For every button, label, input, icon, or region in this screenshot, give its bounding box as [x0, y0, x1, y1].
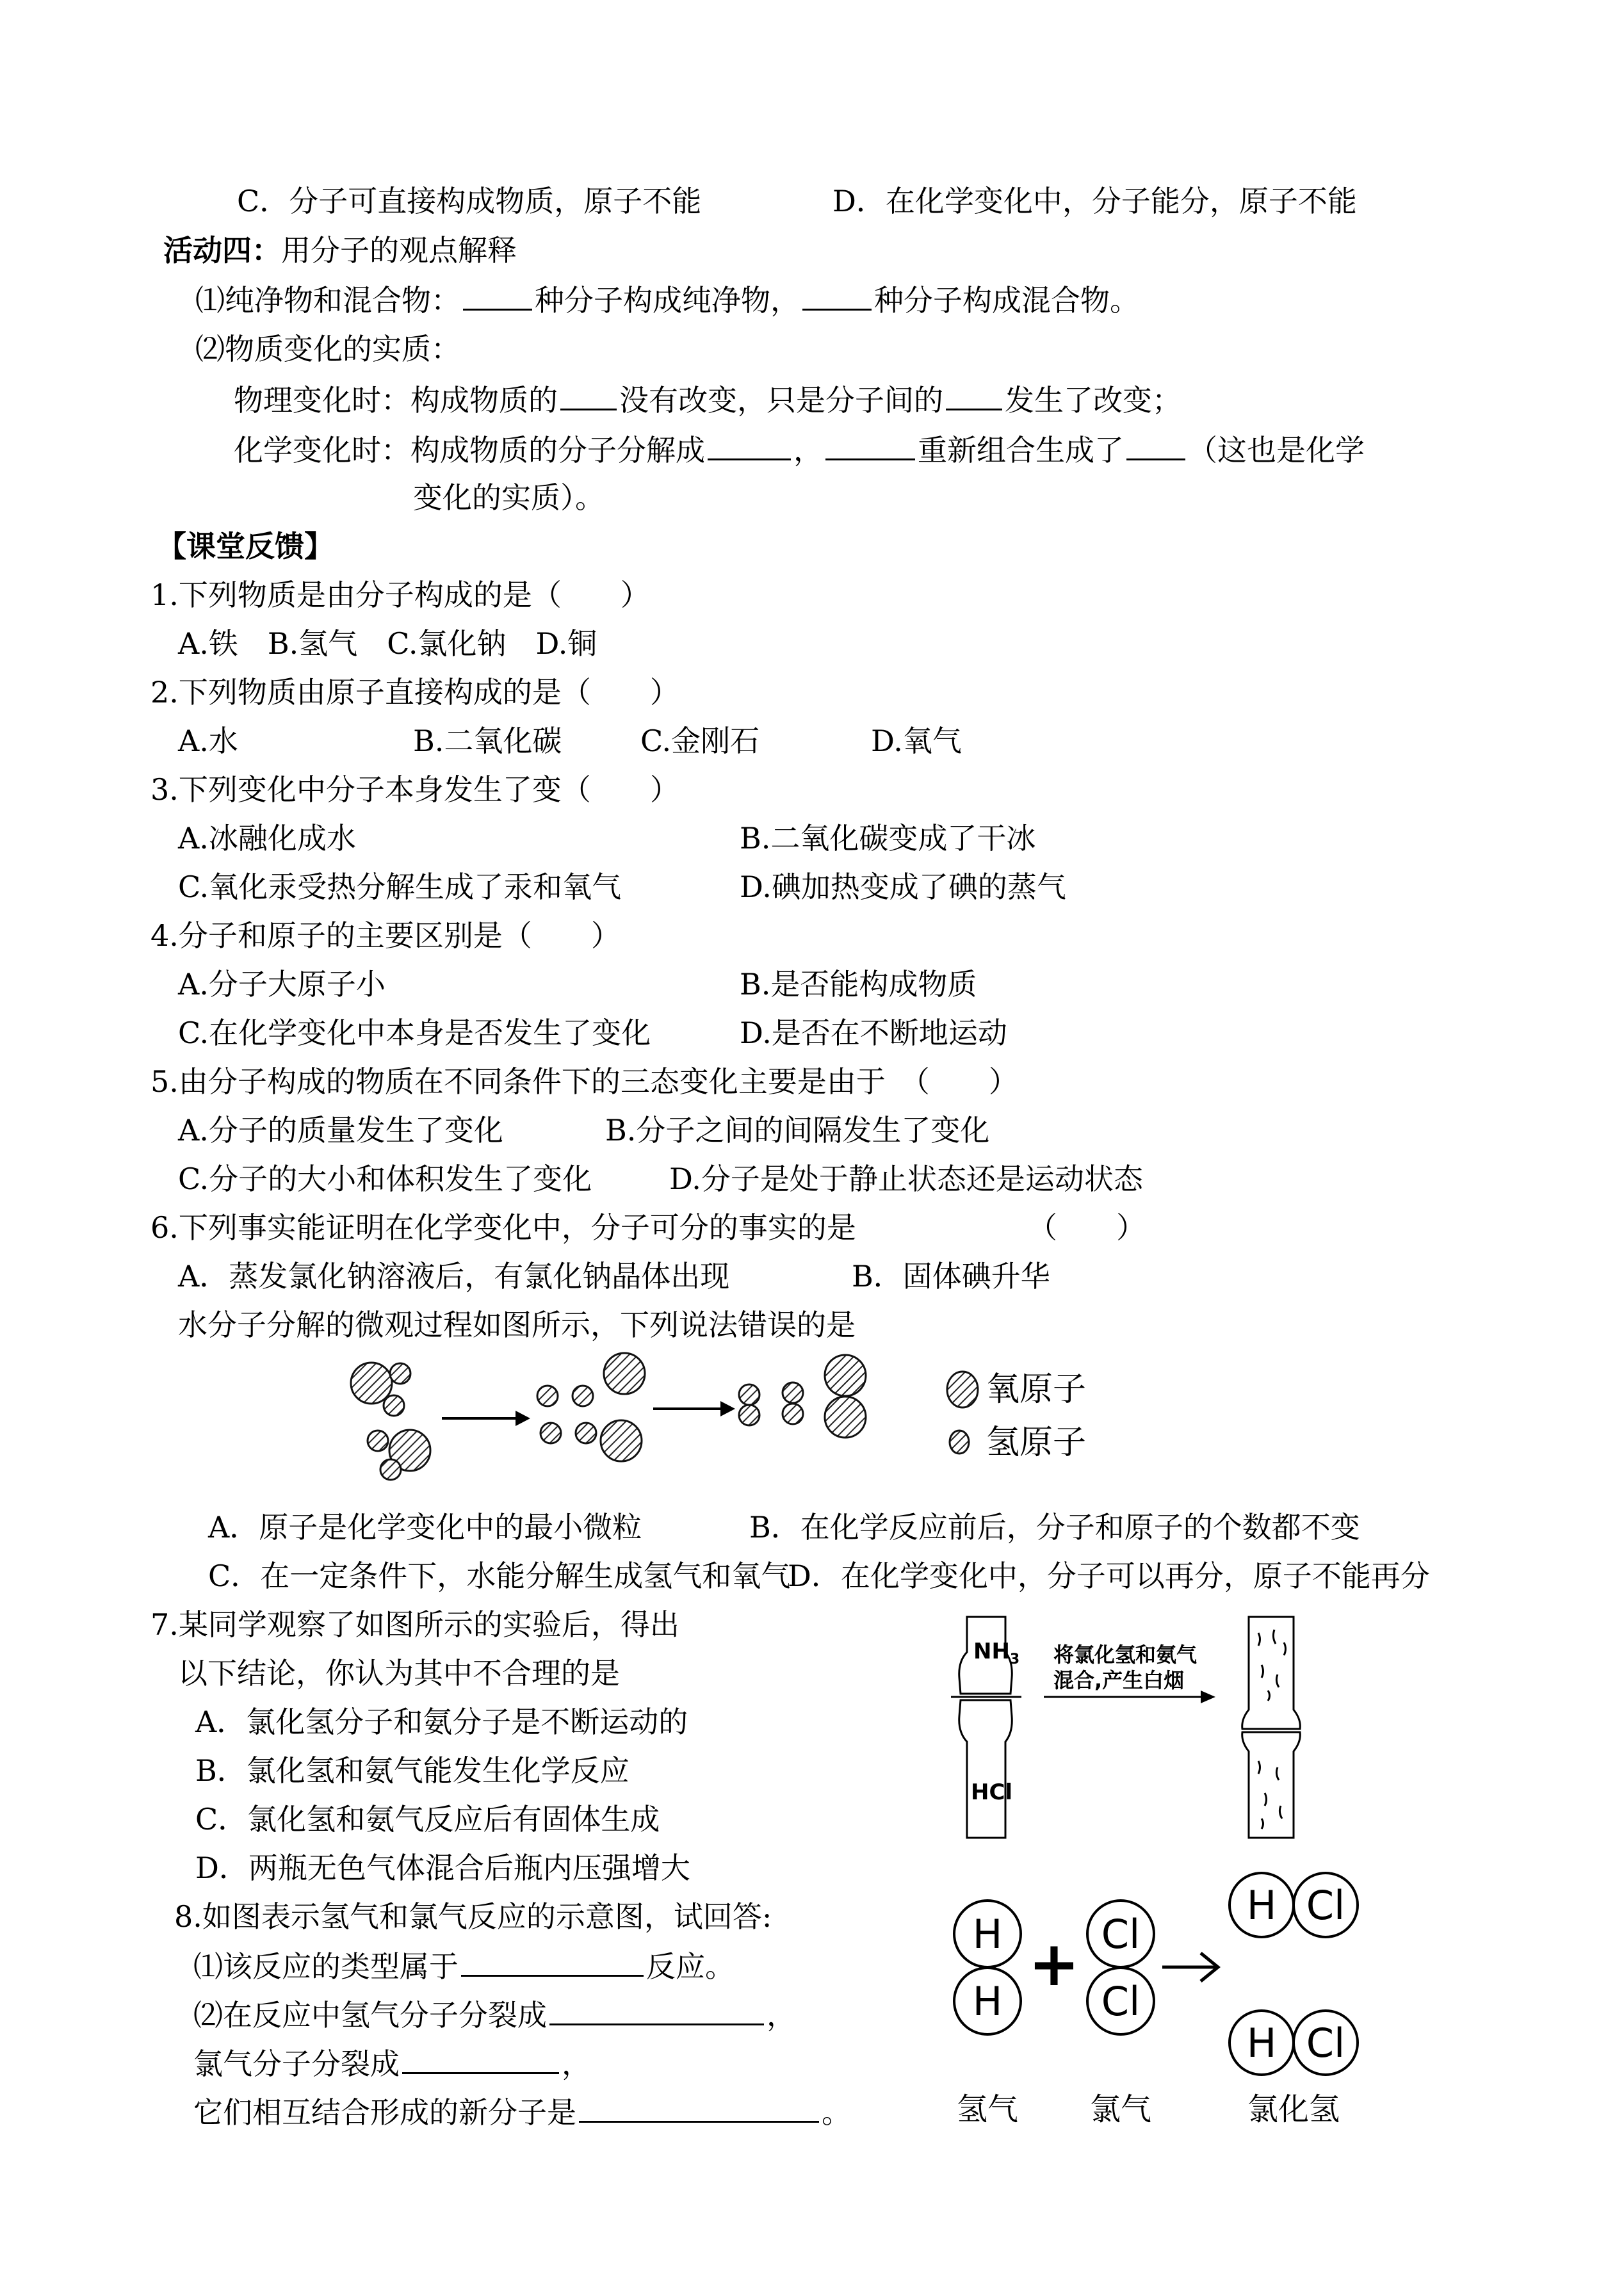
arrow-caption-line2: 混合,产生白烟 [1053, 1668, 1185, 1692]
q7-option-a[interactable]: A．氯化氢分子和氨分子是不断运动的 [195, 1705, 688, 1739]
q8-part3-text: 氯气分子分裂成 [193, 2047, 400, 2081]
nh3-label: $NH_3$ [973, 1639, 1020, 1667]
chemical-change-line [234, 430, 1365, 469]
q6-choice-d[interactable]: D．在化学变化中，分子可以再分，原子不能再分 [788, 1559, 1430, 1593]
hydrogen-atom [783, 1404, 803, 1424]
q1-options: A.铁 B.氢气 C.氯化钠 D.铜 [178, 626, 597, 661]
q5-option-d[interactable]: D.分子是处于静止状态还是运动状态 [669, 1162, 1143, 1196]
q8-part4-end: 。 [822, 2095, 851, 2130]
cl-atom-label: Cl [1101, 1911, 1141, 1958]
blank-new-molecule[interactable] [579, 2093, 819, 2123]
chem-text-c: 重新组合生成了 [918, 433, 1124, 467]
q3-option-d[interactable]: D.碘加热变成了碘的蒸气 [740, 870, 1066, 904]
q8-part4-text: 它们相互结合形成的新分子是 [193, 2095, 576, 2130]
cl-atom-label: Cl [1101, 1978, 1141, 2025]
legend-oxygen-label: 氧原子 [986, 1370, 1087, 1409]
blank-pure[interactable] [463, 280, 532, 311]
q8-part2-text: ⑵在反应中氢气分子分裂成 [193, 1998, 547, 2032]
hydrogen-atom [739, 1405, 759, 1425]
gas-mixing-experiment-figure [941, 1614, 1351, 1851]
q2-option-d[interactable]: D.氧气 [871, 724, 962, 758]
hydrogen-atom [368, 1431, 388, 1451]
blank-h2-splits[interactable] [549, 1995, 764, 2025]
label-hydrogen: 氢气 [956, 2091, 1019, 2127]
q4-option-b[interactable]: B.是否能构成物质 [740, 967, 977, 1002]
phys-text-b: 没有改变，只是分子间的 [619, 383, 943, 418]
right-bottles [1242, 1617, 1301, 1838]
hydrogen-atom [572, 1386, 593, 1406]
label-chlorine: 氯气 [1089, 2091, 1152, 2127]
q3-option-b[interactable]: B.二氧化碳变成了干冰 [740, 821, 1036, 856]
hcl-cl-label: Cl [1306, 2020, 1345, 2066]
q2-stem: 2.下列物质由原子直接构成的是（ ） [150, 675, 679, 710]
blank-chem-2[interactable] [825, 430, 915, 460]
q8-part1-end: 反应。 [646, 1949, 735, 1984]
blank-cl2-splits[interactable] [402, 2044, 559, 2074]
activity4-title-rest: 用分子的观点解释 [281, 233, 517, 268]
plus-sign: + [1028, 1928, 1080, 2000]
arrow-caption-line1: 将氯化氢和氨气 [1053, 1642, 1198, 1667]
legend-oxygen-swatch [947, 1372, 978, 1407]
q8-part2-end: ， [767, 1998, 796, 2032]
water-molecules-stage [351, 1363, 430, 1480]
q6-option-a[interactable]: A．蒸发氯化钠溶液后，有氯化钠晶体出现 [178, 1259, 730, 1293]
legend-hydrogen-swatch [950, 1431, 969, 1454]
oxygen-atom [601, 1420, 642, 1461]
q8-stem: 8.如图表示氢气和氯气反应的示意图，试回答: [174, 1899, 772, 1934]
q4-stem: 4.分子和原子的主要区别是（ ） [150, 918, 621, 953]
arrow-2 [653, 1401, 735, 1416]
product-molecules-stage [739, 1355, 866, 1438]
q4-option-c[interactable]: C.在化学变化中本身是否发生了变化 [178, 1016, 651, 1050]
q3-option-a[interactable]: A.冰融化成水 [178, 821, 356, 856]
figure-legend [947, 1370, 1086, 1462]
legend-hydrogen-label: 氢原子 [986, 1423, 1087, 1462]
item1-label: ⑴纯净物和混合物： [195, 283, 460, 318]
oxygen-atom [825, 1397, 866, 1438]
q8-part3 [193, 2044, 591, 2082]
q8-part1-text: ⑴该反应的类型属于 [193, 1949, 459, 1984]
hydrogen-atom [576, 1423, 596, 1443]
h-atom-label: H [972, 1978, 1003, 2025]
reaction-arrow [1162, 1953, 1218, 1981]
q8-part2 [193, 1995, 796, 2034]
phys-text-a: 物理变化时：构成物质的 [234, 383, 558, 418]
q6-choice-c[interactable]: C．在一定条件下，水能分解生成氢气和氧气 [208, 1559, 791, 1593]
blank-phys-1[interactable] [560, 380, 617, 410]
activity4-item1 [195, 280, 1139, 319]
q7-option-d[interactable]: D．两瓶无色气体混合后瓶内压强增大 [195, 1851, 690, 1885]
hydrogen-atom [540, 1423, 561, 1443]
q5-option-b[interactable]: B.分子之间的间隔发生了变化 [605, 1113, 990, 1148]
q1-stem: 1.下列物质是由分子构成的是（ ） [150, 578, 650, 612]
separated-atoms-stage [537, 1353, 645, 1461]
q6-answer-paren: （ ） [1028, 1210, 1146, 1245]
feedback-title: 【课堂反馈】 [157, 529, 334, 564]
hcl-label: HCl [971, 1780, 1013, 1805]
q6-option-b[interactable]: B．固体碘升华 [852, 1259, 1050, 1293]
hydrogen-atom [537, 1386, 558, 1406]
option-c-previous: C．分子可直接构成物质，原子不能 [237, 184, 702, 218]
hydrogen-atom [783, 1383, 803, 1403]
blank-mixture[interactable] [802, 280, 872, 311]
q2-option-c[interactable]: C.金刚石 [640, 724, 760, 758]
q5-stem: 5.由分子构成的物质在不同条件下的三态变化主要是由于 （ ） [150, 1064, 1018, 1099]
q6-stem: 6.下列事实能证明在化学变化中，分子可分的事实的是 [150, 1210, 856, 1245]
q4-option-d[interactable]: D.是否在不断地运动 [740, 1016, 1007, 1050]
hydrogen-atom [739, 1384, 759, 1405]
activity4-item2: ⑵物质变化的实质： [195, 332, 460, 366]
q2-option-b[interactable]: B.二氧化碳 [413, 724, 562, 758]
arrow-1 [442, 1411, 530, 1426]
chemical-change-line2: 变化的实质）。 [413, 480, 605, 515]
q7-option-c[interactable]: C．氯化氢和氨气反应后有固体生成 [195, 1802, 660, 1837]
hydrogen-atom [390, 1363, 410, 1384]
hcl-cl-label: Cl [1306, 1882, 1345, 1929]
h-atom-label: H [972, 1911, 1003, 1958]
hcl-bottle [959, 1700, 1012, 1838]
activity4-heading [163, 232, 517, 269]
physical-change-line [234, 380, 1181, 419]
blank-reaction-type[interactable] [461, 1947, 644, 1977]
item1-text-c: 种分子构成混合物。 [874, 283, 1139, 318]
chem-text-b: ， [793, 433, 823, 467]
phys-text-c: 发生了改变； [1005, 383, 1181, 418]
blank-chem-1[interactable] [708, 430, 791, 460]
hcl-h-label: H [1246, 2020, 1277, 2066]
blank-chem-3[interactable] [1126, 430, 1185, 460]
oxygen-atom [604, 1353, 645, 1394]
water-decomposition-figure [339, 1345, 1146, 1537]
hcl-h-label: H [1246, 1882, 1277, 1929]
q6-sub-stem: 水分子分解的微观过程如图所示，下列说法错误的是 [178, 1308, 856, 1342]
item1-text-b: 种分子构成纯净物， [535, 283, 800, 318]
hydrogen-atom [384, 1395, 404, 1416]
h2-cl2-reaction-figure [941, 1863, 1428, 2145]
q2-option-a[interactable]: A.水 [178, 724, 238, 758]
q7-option-b[interactable]: B．氯化氢和氨气能发生化学反应 [195, 1753, 629, 1788]
q3-option-c[interactable]: C.氧化汞受热分解生成了汞和氧气 [178, 870, 622, 904]
q5-option-c[interactable]: C.分子的大小和体积发生了变化 [178, 1162, 592, 1196]
q7-stem-line2: 以下结论，你认为其中不合理的是 [178, 1656, 620, 1691]
chem-text-a: 化学变化时：构成物质的分子分解成 [234, 433, 705, 467]
q7-stem-line1: 7.某同学观察了如图所示的实验后，得出 [150, 1607, 679, 1642]
q8-part4 [193, 2093, 851, 2131]
q6-choice-a[interactable]: A．原子是化学变化中的最小微粒 [208, 1510, 642, 1545]
option-d-previous: D．在化学变化中，分子能分，原子不能 [832, 184, 1357, 218]
q8-part3-end: ， [562, 2047, 591, 2081]
hydrogen-atom [380, 1459, 401, 1480]
experiment-arrow [1044, 1691, 1215, 1703]
mixed-bottle-top [1242, 1617, 1301, 1729]
q8-part1 [193, 1947, 735, 1985]
q6-choice-b[interactable]: B．在化学反应前后，分子和原子的个数都不变 [749, 1510, 1360, 1545]
oxygen-atom [351, 1363, 392, 1404]
q4-option-a[interactable]: A.分子大原子小 [178, 967, 386, 1002]
q5-option-a[interactable]: A.分子的质量发生了变化 [178, 1113, 503, 1148]
label-hydrogen-chloride: 氯化氢 [1247, 2091, 1340, 2127]
blank-phys-2[interactable] [946, 380, 1002, 410]
q3-stem: 3.下列变化中分子本身发生了变（ ） [150, 772, 679, 807]
oxygen-atom [825, 1355, 866, 1396]
chem-text-d: （这也是化学 [1188, 433, 1365, 467]
mixed-bottle-bottom [1242, 1732, 1301, 1838]
activity4-title: 活动四： [163, 233, 281, 268]
